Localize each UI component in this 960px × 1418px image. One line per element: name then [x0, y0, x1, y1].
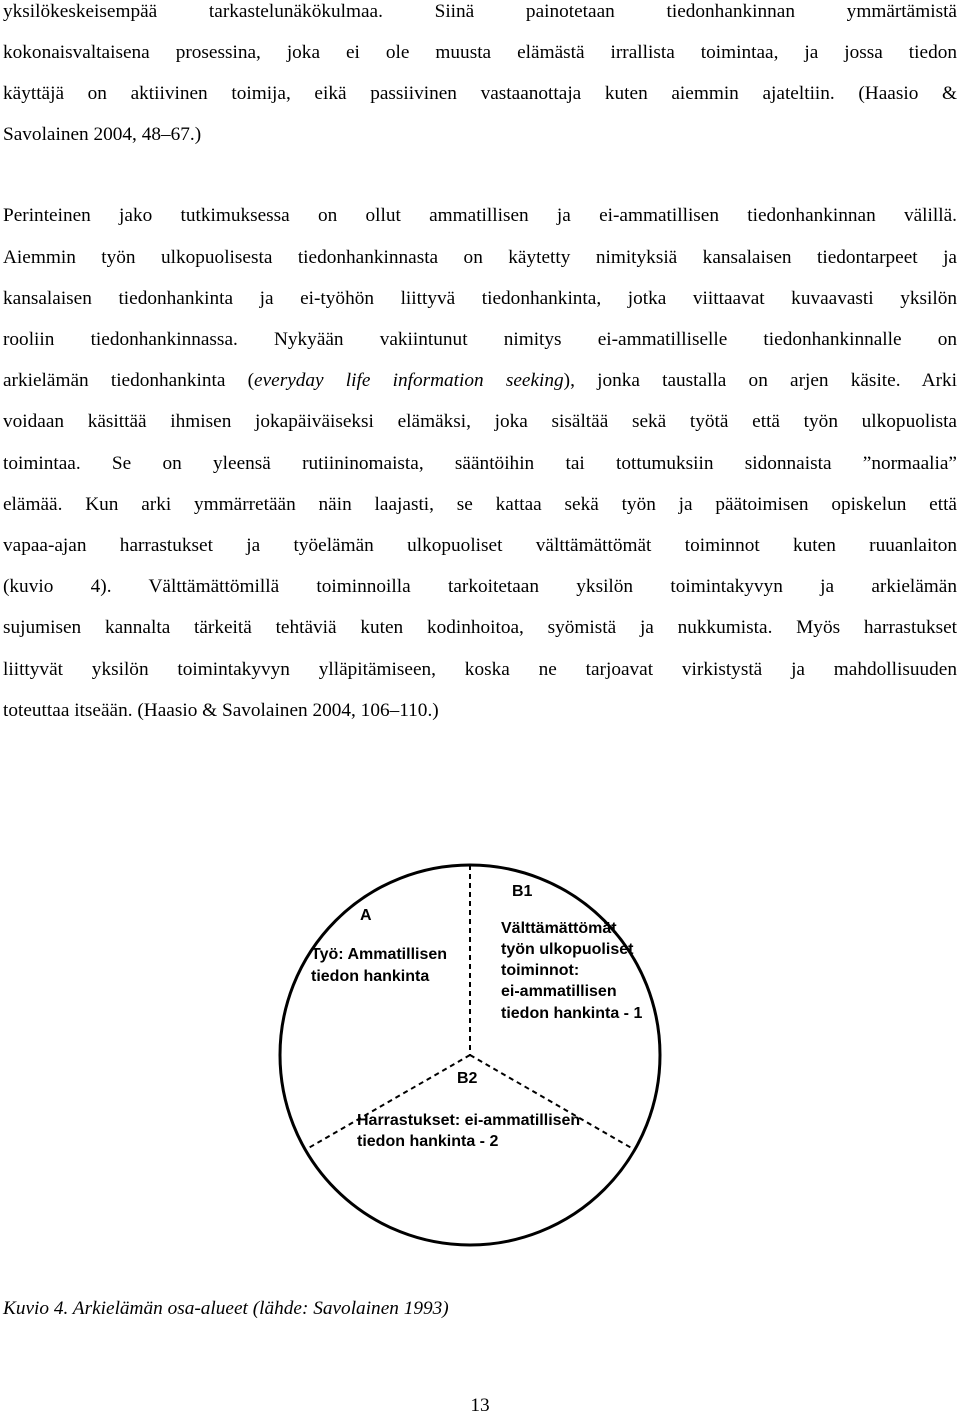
- figure-caption: Kuvio 4. Arkielämän osa-alueet (lähde: Savolainen 1993): [3, 1298, 449, 1319]
- sector-b2-line-1: Harrastukset: ei-ammatillisen: [357, 1112, 581, 1129]
- sector-b1-line-2: työn ulkopuoliset: [501, 941, 634, 958]
- paragraph-2-line-3: kansalaisen tiedonhankinta ja ei-työhön liittyvä tiedonhankinta, jotka viittaavat kuvaavasti yksilön: [3, 288, 957, 309]
- sector-b2: [357, 1070, 580, 1150]
- sector-a-letter: A: [360, 907, 372, 924]
- paragraph-2-line-5: [3, 369, 957, 393]
- sector-a: [311, 907, 447, 985]
- paragraph-2-line-8: elämää. Kun arki ymmärretään näin laajasti, se kattaa sekä työn ja päätoimisen opiskelun että: [3, 494, 957, 515]
- paragraph-2-line-12: liittyvät yksilön toimintakyvyn ylläpitämiseen, koska ne tarjoavat virkistystä ja mahdollisuuden: [3, 659, 957, 680]
- sector-a-line-1: Työ: Ammatillisen: [311, 946, 448, 963]
- paragraph-2-line-7: toimintaa. Se on yleensä rutiininomaista, sääntöihin tai tottumuksiin sidonnaista ”normaalia”: [3, 453, 957, 474]
- paragraph-2-line-4: rooliin tiedonhankinnassa. Nykyään vakiintunut nimitys ei-ammatilliselle tiedonhankinnalle on: [3, 329, 957, 350]
- paragraph-2-line-13: toteuttaa itseään. (Haasio & Savolainen 2004, 106–110.): [3, 700, 439, 721]
- paragraph-1-line-2: kokonaisvaltaisena prosessina, joka ei ole muusta elämästä irrallista toimintaa, ja jossa tiedon: [3, 42, 957, 63]
- sector-b1-line-3: toiminnot:: [501, 962, 580, 979]
- paragraph-1-line-3: käyttäjä on aktiivinen toimija, eikä passiivinen vastaanottaja kuten aiemmin ajateltiin. (Haasio &: [3, 83, 957, 104]
- paragraph-2-line-1: Perinteinen jako tutkimuksessa on ollut ammatillisen ja ei-ammatillisen tiedonhankinnan välillä.: [3, 205, 957, 226]
- sector-b1-line-4: ei-ammatillisen: [501, 983, 617, 1000]
- page-number: 13: [470, 1395, 490, 1416]
- line-5-before: arkielämän tiedonhankinta (: [3, 370, 255, 391]
- term-everyday-life-information-seeking: everyday life information seeking: [254, 370, 564, 391]
- paragraph-2-line-10: (kuvio 4). Välttämättömillä toiminnoilla tarkoitetaan yksilön toimintakyvyn ja arkielämän: [3, 576, 957, 597]
- paragraph-2-line-2: Aiemmin työn ulkopuolisesta tiedonhankinnasta on käytetty nimityksiä kansalaisen tiedontarpeet ja: [3, 247, 957, 268]
- sector-b1-line-1: Välttämättömät: [501, 920, 617, 937]
- sector-b2-line-2: tiedon hankinta - 2: [357, 1133, 499, 1150]
- arkielama-diagram: [0, 840, 960, 1290]
- sector-a-line-2: tiedon hankinta: [311, 968, 430, 985]
- sector-b1: [501, 883, 642, 1022]
- sector-b1-line-5: tiedon hankinta - 1: [501, 1005, 643, 1022]
- paragraph-1-line-4: Savolainen 2004, 48–67.): [3, 124, 202, 145]
- paragraph-1-line-1: yksilökeskeisempää tarkastelunäkökulmaa. Siinä painotetaan tiedonhankinnan ymmärtämistä: [3, 1, 957, 22]
- paragraph-2-line-9: vapaa-ajan harrastukset ja työelämän ulkopuoliset välttämättömät toiminnot kuten ruuanlaiton: [3, 535, 957, 556]
- sector-b1-letter: B1: [512, 883, 533, 900]
- line-5-after: ), jonka taustalla on arjen käsite. Arki: [563, 370, 957, 391]
- paragraph-2-line-6: voidaan käsittää ihmisen jokapäiväiseksi elämäksi, joka sisältää sekä työtä että työn ulkopuolista: [3, 411, 957, 432]
- diagram-svg: [0, 840, 960, 1290]
- paragraph-2-line-11: sujumisen kannalta tärkeitä tehtäviä kuten kodinhoitoa, syömistä ja nukkumista. Myös harrastukset: [3, 617, 957, 638]
- sector-b2-letter: B2: [457, 1070, 478, 1087]
